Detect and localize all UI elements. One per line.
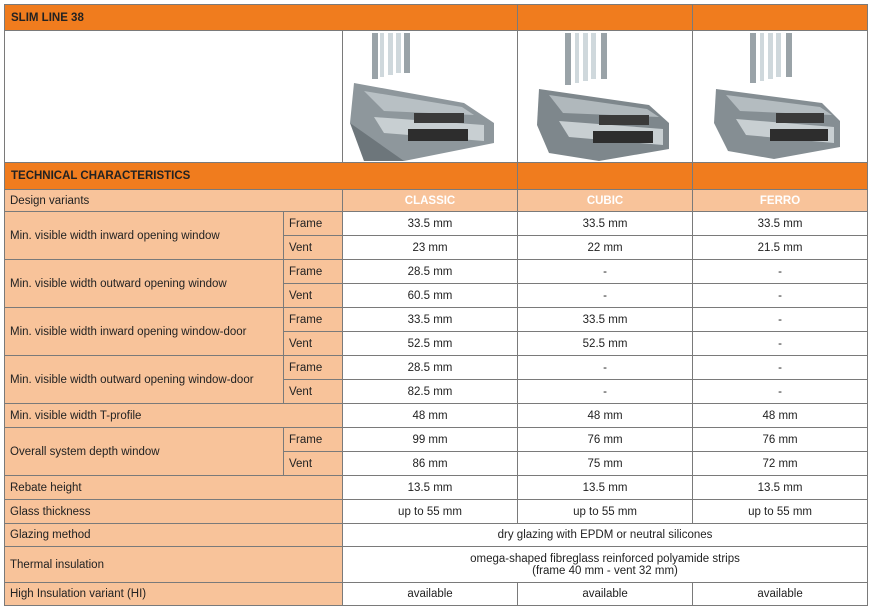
table-cell: -: [518, 356, 693, 380]
row-label: Glazing method: [5, 524, 343, 547]
row-label: Min. visible width inward opening window: [5, 212, 284, 260]
table-cell: 76 mm: [693, 428, 868, 452]
table-cell: 33.5 mm: [343, 308, 518, 332]
column-header-ferro: FERRO: [693, 190, 868, 212]
row-label: Overall system depth window: [5, 428, 284, 476]
sub-label-vent: Vent: [284, 452, 343, 476]
row-label: Design variants: [5, 190, 343, 212]
thermal-line-2: (frame 40 mm - vent 32 mm): [532, 564, 678, 577]
table-row: [5, 476, 868, 500]
profile-image-ferro: [693, 31, 868, 163]
table-cell: available: [518, 583, 693, 606]
sub-label-frame: Frame: [284, 212, 343, 236]
table-cell: 52.5 mm: [343, 332, 518, 356]
table-cell: 22 mm: [518, 236, 693, 260]
sub-label-frame: Frame: [284, 428, 343, 452]
sub-label-frame: Frame: [284, 308, 343, 332]
table-cell: -: [693, 284, 868, 308]
section-filler: [693, 163, 868, 190]
table-cell: -: [693, 380, 868, 404]
section-header-row: [5, 163, 868, 190]
table-cell: up to 55 mm: [693, 500, 868, 524]
table-row: [5, 547, 868, 583]
table-cell: 33.5 mm: [518, 212, 693, 236]
table-cell: 28.5 mm: [343, 260, 518, 284]
title-filler: [693, 5, 868, 31]
sub-label-vent: Vent: [284, 332, 343, 356]
table-cell: -: [518, 284, 693, 308]
table-row: [5, 308, 868, 332]
sub-label-vent: Vent: [284, 380, 343, 404]
table-cell: 33.5 mm: [343, 212, 518, 236]
table-cell: -: [693, 356, 868, 380]
window-profile-cubic-icon: [519, 33, 691, 161]
row-label: High Insulation variant (HI): [5, 583, 343, 606]
row-label: Min. visible width inward opening window-door: [5, 308, 284, 356]
table-cell: dry glazing with EPDM or neutral silicones: [343, 524, 868, 547]
table-cell: 48 mm: [343, 404, 518, 428]
table-cell: -: [693, 308, 868, 332]
table-cell: available: [343, 583, 518, 606]
row-label: Min. visible width T-profile: [5, 404, 343, 428]
title-filler: [518, 5, 693, 31]
table-cell: 86 mm: [343, 452, 518, 476]
table-cell: 21.5 mm: [693, 236, 868, 260]
sub-label-frame: Frame: [284, 260, 343, 284]
table-cell: 75 mm: [518, 452, 693, 476]
profile-image-classic: [343, 31, 518, 163]
table-cell: 48 mm: [518, 404, 693, 428]
sub-label-frame: Frame: [284, 356, 343, 380]
profile-image-cubic: [518, 31, 693, 163]
column-header-classic: CLASSIC: [343, 190, 518, 212]
table-cell: available: [693, 583, 868, 606]
table-cell: up to 55 mm: [343, 500, 518, 524]
window-profile-classic-icon: [344, 33, 516, 161]
table-cell: 33.5 mm: [693, 212, 868, 236]
window-profile-ferro-icon: [694, 33, 866, 161]
table-cell: 76 mm: [518, 428, 693, 452]
column-header-cubic: CUBIC: [518, 190, 693, 212]
table-cell: -: [693, 260, 868, 284]
variants-header-row: [5, 190, 868, 212]
table-cell: 52.5 mm: [518, 332, 693, 356]
table-cell: 13.5 mm: [343, 476, 518, 500]
table-cell: 13.5 mm: [518, 476, 693, 500]
table-row: [5, 212, 868, 236]
sub-label-vent: Vent: [284, 236, 343, 260]
spec-table: [4, 4, 868, 606]
row-label: Rebate height: [5, 476, 343, 500]
section-filler: [518, 163, 693, 190]
table-row: [5, 260, 868, 284]
table-row: [5, 524, 868, 547]
image-row: [5, 31, 868, 163]
title-row: [5, 5, 868, 31]
table-cell: 28.5 mm: [343, 356, 518, 380]
table-cell: 13.5 mm: [693, 476, 868, 500]
table-cell: up to 55 mm: [518, 500, 693, 524]
row-label: Min. visible width outward opening window: [5, 260, 284, 308]
row-label: Thermal insulation: [5, 547, 343, 583]
section-title: TECHNICAL CHARACTERISTICS: [5, 163, 518, 190]
table-row: [5, 356, 868, 380]
thermal-line-1: omega-shaped fibreglass reinforced polyamide strips: [470, 552, 740, 565]
table-cell: 48 mm: [693, 404, 868, 428]
page-title: SLIM LINE 38: [5, 5, 518, 31]
table-row: [5, 500, 868, 524]
table-cell: -: [518, 260, 693, 284]
image-row-blank: [5, 31, 343, 163]
table-cell: 60.5 mm: [343, 284, 518, 308]
table-cell: -: [693, 332, 868, 356]
row-label: Glass thickness: [5, 500, 343, 524]
table-cell: 33.5 mm: [518, 308, 693, 332]
table-row: [5, 428, 868, 452]
row-label: Min. visible width outward opening window-door: [5, 356, 284, 404]
table-cell: 99 mm: [343, 428, 518, 452]
table-row: [5, 404, 868, 428]
sub-label-vent: Vent: [284, 284, 343, 308]
table-cell: 72 mm: [693, 452, 868, 476]
table-cell: 82.5 mm: [343, 380, 518, 404]
table-cell: [343, 547, 868, 583]
table-cell: 23 mm: [343, 236, 518, 260]
table-cell: -: [518, 380, 693, 404]
table-row: [5, 583, 868, 606]
